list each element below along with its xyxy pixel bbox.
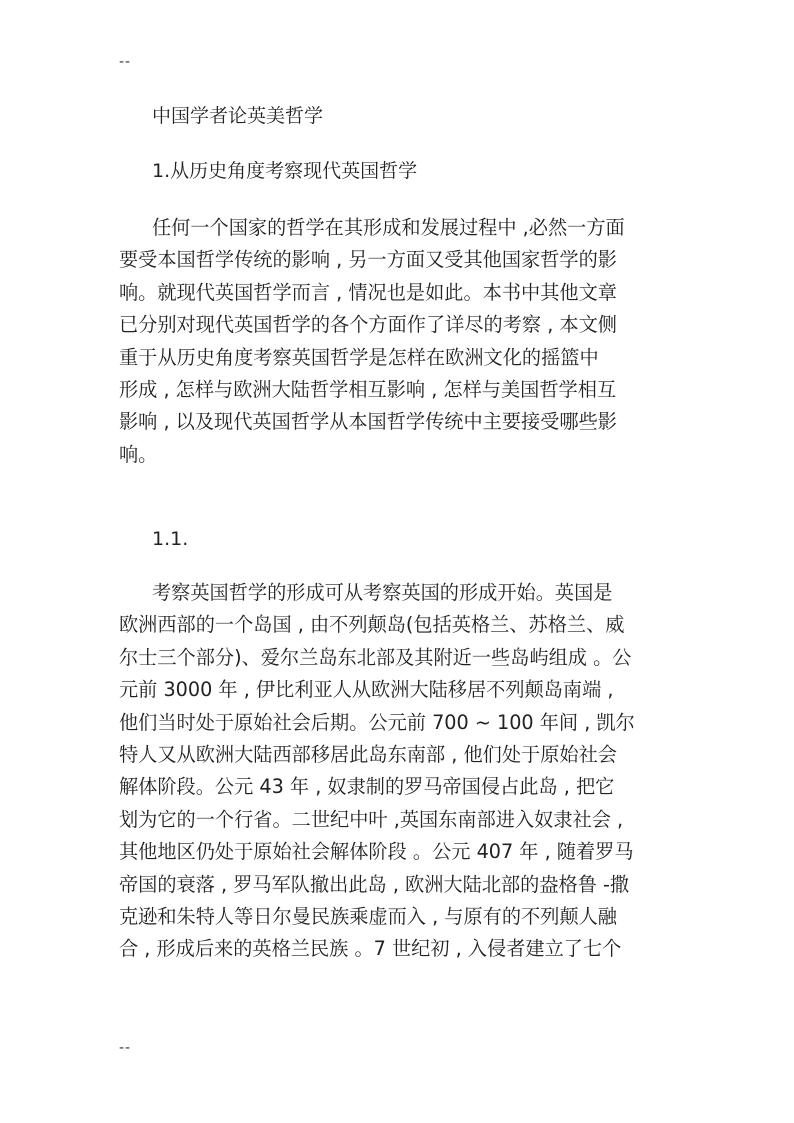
paragraph-line: 形成 , 怎样与欧洲大陆哲学相互影响 , 怎样与美国哲学相互 [119, 377, 617, 401]
paragraph-line: 响。 [119, 442, 158, 466]
section-heading-1: 1.从历史角度考察现代英国哲学 [152, 160, 418, 182]
paragraph-line: 克逊和朱特人等日尔曼民族乘虚而入 , 与原有的不列颠人融 [119, 904, 617, 928]
paragraph-line: 考察英国哲学的形成可从考察英国的形成开始。英国是 [152, 581, 613, 604]
paragraph-line: 特人又从欧洲大陆西部移居此岛东南部 , 他们处于原始社会 [119, 742, 617, 766]
page-top-marker: -- [119, 54, 132, 70]
paragraph-line: 合 , 形成后来的英格兰民族 。7 世纪初 , 入侵者建立了七个 [119, 937, 622, 961]
paragraph-line: 帝国的衰落 , 罗马军队撤出此岛 , 欧洲大陆北部的盎格鲁 -撒 [119, 872, 630, 896]
paragraph-line: 划为它的一个行省。二世纪中叶 ,英国东南部进入奴隶社会 , [119, 807, 624, 831]
paragraph-line: 尔士三个部分)、爱尔兰岛东北部及其附近一些岛屿组成 。公 [119, 645, 632, 669]
section-heading-1-1: 1.1. [152, 528, 189, 550]
document-title: 中国学者论英美哲学 [152, 105, 324, 127]
paragraph-line: 他们当时处于原始社会后期。公元前 700 ~ 100 年间 , 凯尔 [119, 710, 635, 734]
paragraph-line: 任何一个国家的哲学在其形成和发展过程中 ,必然一方面 [152, 216, 625, 239]
paragraph-line: 重于从历史角度考察英国哲学是怎样在欧洲文化的摇篮中 [119, 345, 599, 369]
paragraph-line: 响。就现代英国哲学而言 , 情况也是如此。本书中其他文章 [119, 280, 617, 304]
paragraph-line: 其他地区仍处于原始社会解体阶段 。公元 407 年 , 随着罗马 [119, 840, 634, 864]
paragraph-line: 欧洲西部的一个岛国 , 由不列颠岛(包括英格兰、苏格兰、威 [119, 613, 625, 637]
page-bottom-marker: -- [119, 1040, 132, 1056]
paragraph-2 [119, 577, 679, 966]
paragraph-line: 元前 3000 年 , 伊比利亚人从欧洲大陆移居不列颠岛南端 , [119, 678, 614, 702]
paragraph-line: 已分别对现代英国哲学的各个方面作了详尽的考察 , 本文侧 [119, 313, 617, 337]
paragraph-line: 影响 , 以及现代英国哲学从本国哲学传统中主要接受哪些影 [119, 410, 617, 434]
paragraph-line: 要受本国哲学传统的影响 , 另一方面又受其他国家哲学的影 [119, 248, 617, 272]
paragraph-line: 解体阶段。公元 43 年 , 奴隶制的罗马帝国侵占此岛 , 把它 [119, 775, 615, 799]
paragraph-1 [119, 212, 679, 471]
